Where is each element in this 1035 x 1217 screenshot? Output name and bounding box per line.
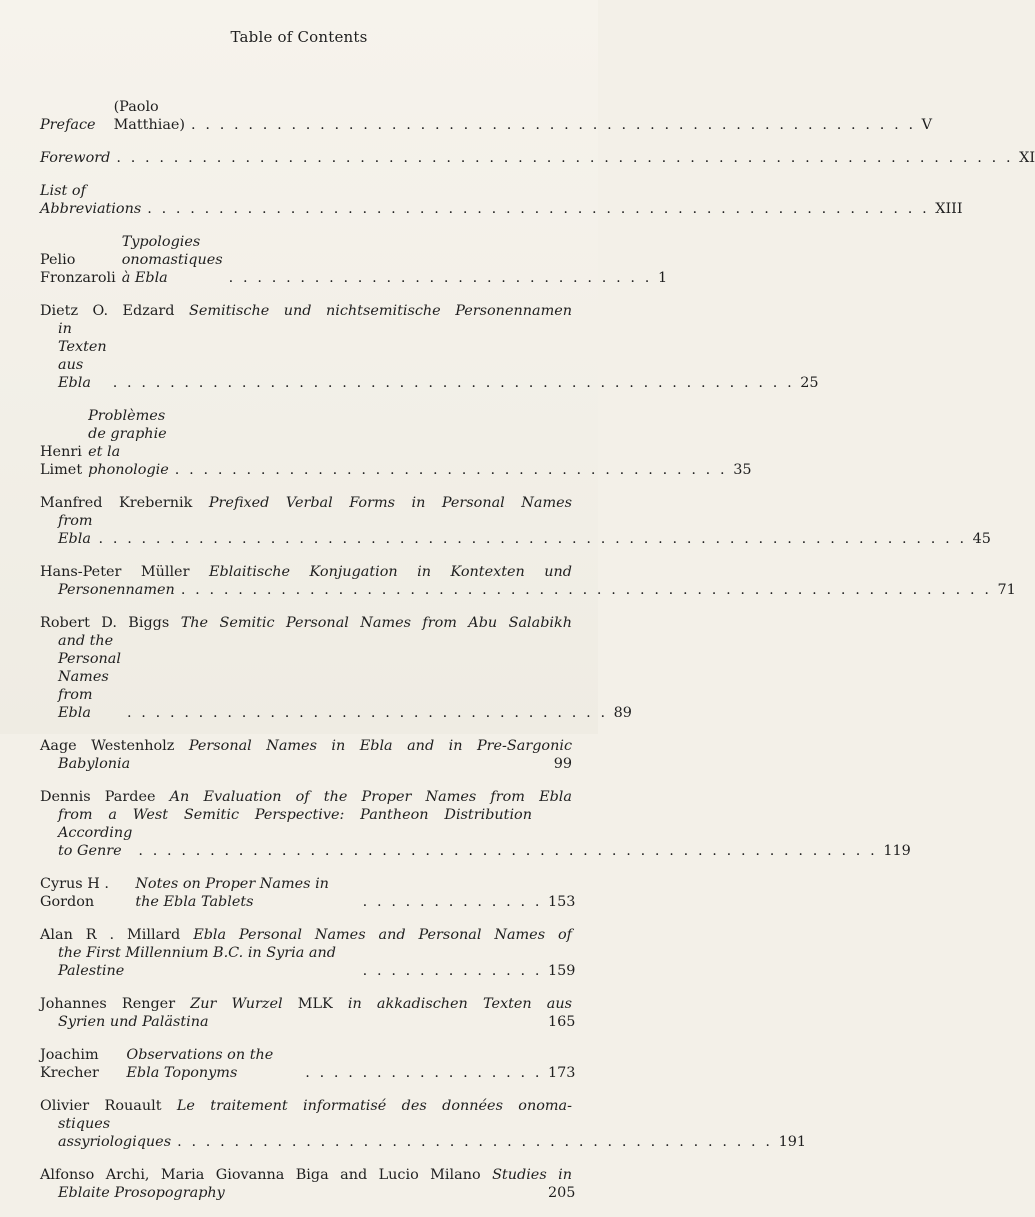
entry-title: Foreword (40, 150, 111, 166)
entry-title-line2: and the Personal Names from Ebla (58, 633, 121, 721)
table-of-contents (40, 98, 1035, 1217)
leader-dots: . . . . . . . . . . . . . . . . . . . . . . . . . . . . . . (228, 270, 652, 286)
entry-title-line2: from a West Semitic Perspective: Pantheon Distribution (58, 807, 532, 823)
page-number: 153 (548, 894, 576, 910)
toc-entry-krebernik (40, 494, 991, 548)
entry-title-line1: An Evaluation of the Proper Names from Ebla (169, 789, 572, 805)
page-number: 159 (548, 963, 576, 979)
entry-title-line1: Zur Wurzel (190, 996, 283, 1012)
page-number: 205 (548, 1185, 576, 1201)
page-number: 99 (553, 756, 572, 772)
page-number: 1 (657, 270, 668, 286)
entry-title-line2: in Texten aus Ebla (58, 321, 107, 391)
page-number: 89 (613, 705, 632, 721)
leader-dots: . . . . . . . . . . . . . . . . . . . . . . . . . . . . . . . . . . . . . . . . . . . . . . . . (112, 375, 795, 391)
toc-entry-krecher (40, 1046, 576, 1082)
leader-dots: . . . . . . . . . . . . . . . . . . . . . . . . . . . . . . . . . . . . . . . . . . . . . . . . . . . . . . . . . (180, 582, 992, 598)
page-title: Table of Contents (230, 28, 368, 46)
toc-entry-biggs (40, 614, 632, 722)
toc-entry-renger (40, 995, 576, 1031)
leader-dots: . . . . . . . . . . . . . . . . . . . . . . . . . . . . . . . . . . . . . . . . . . . . . . . . . . . . (138, 843, 878, 859)
toc-entry-gordon (40, 875, 576, 911)
entry-author: Robert D. Biggs (40, 615, 170, 631)
entry-author: Alan R . Millard (40, 927, 181, 943)
entry-title-line2: Babylonia (58, 756, 131, 772)
toc-entry-rouault (40, 1097, 807, 1151)
entry-title-line2: from Ebla (58, 513, 93, 547)
entry-title-line1: Le traitement informatisé des données onoma- (176, 1098, 572, 1114)
entry-author: Joachim Krecher (40, 1047, 99, 1081)
toc-entry-pardee (40, 788, 911, 860)
entry-author: Dennis Pardee (40, 789, 156, 805)
page-number: 119 (883, 843, 911, 859)
toc-entry-edzard (40, 302, 819, 392)
page-number: V (921, 117, 933, 133)
page-number: 191 (778, 1134, 807, 1150)
leader-dots: . . . . . . . . . . . . . . . . . . . . . . . . . . . . . . . . . . . . . . . . . . . . . . . . . . . . . . . (147, 201, 930, 217)
entry-title: Preface (40, 117, 96, 133)
leader-dots: . . . . . . . . . . . . . (362, 963, 542, 979)
entry-title-line2: the First Millennium B.C. in Syria and Palestine (58, 945, 336, 979)
entry-title: Observations on the Ebla Toponyms (126, 1047, 274, 1081)
toc-entry-westenholz (40, 737, 572, 773)
entry-author: Aage Westenholz (40, 738, 175, 754)
leader-dots: . . . . . . . . . . . . . . . . . . . . . . . . . . . . . . . . . . . . . . . (174, 462, 728, 478)
entry-title-line2: Personennamen (58, 582, 175, 598)
entry-title-line2: Syrien und Palästina (58, 1014, 209, 1030)
page-number: 35 (733, 462, 752, 478)
entry-author: Henri Limet (40, 444, 83, 478)
leader-dots: . . . . . . . . . . . . . . . . . (305, 1065, 542, 1081)
entry-author: Olivier Rouault (40, 1098, 162, 1114)
entry-author: Pelio Fronzaroli (40, 252, 116, 286)
leader-dots: . . . . . . . . . . . . . . . . . . . . . . . . . . . . . . . . . . . . . . . . . . . . . . . . . . . . . . . . . . . . . (98, 531, 967, 547)
page-number: 173 (548, 1065, 576, 1081)
page-number: 25 (800, 375, 819, 391)
page-number: XIII (935, 201, 963, 217)
entry-author: Alfonso Archi, Maria Giovanna Biga and Lucio Milano (40, 1167, 481, 1183)
leader-dots: . . . . . . . . . . . . . (362, 894, 542, 910)
toc-entry-limet (40, 407, 752, 479)
entry-author: Cyrus H . Gordon (40, 876, 109, 910)
entry-title-line1: Personal Names in Ebla and in Pre-Sargonic (188, 738, 573, 754)
page-number: 165 (548, 1014, 576, 1030)
page-number: 71 (997, 582, 1016, 598)
toc-entry-foreword (40, 149, 1035, 167)
entry-title-line1: Studies in (492, 1167, 572, 1183)
entry-title: Problèmes de graphie et la phonologie (88, 408, 169, 478)
page-number: XI (1019, 150, 1035, 166)
entry-author: Johannes Renger (40, 996, 176, 1012)
entry-title: Notes on Proper Names in the Ebla Tablets (135, 876, 329, 910)
page-number: 45 (972, 531, 991, 547)
leader-dots: . . . . . . . . . . . . . . . . . . . . . . . . . . . . . . . . . . . . . . . . . . . . . . . . . . . . . . . . . . . . . . . (116, 150, 1014, 166)
toc-entry-preface (40, 98, 933, 134)
toc-entry-archi (40, 1166, 576, 1202)
entry-editor: (Paolo Matthiae) (113, 99, 186, 133)
entry-title-line1-end: in akkadischen Texten aus (347, 996, 573, 1012)
entry-title-root: MLK (297, 996, 333, 1012)
entry-title-line1: Ebla Personal Names and Personal Names of (193, 927, 572, 943)
entry-author: Hans-Peter Müller (40, 564, 190, 580)
toc-entry-millard (40, 926, 576, 980)
entry-title: List of Abbreviations (40, 183, 142, 217)
entry-title-line1: Eblaitische Konjugation in Kontexten und (208, 564, 573, 580)
leader-dots: . . . . . . . . . . . . . . . . . . . . . . . . . . . . . . . . . . . . . . . . . . . . . . . . . . . (191, 117, 916, 133)
entry-title-line3: According to Genre (58, 825, 133, 859)
entry-title-line1: Prefixed Verbal Forms in Personal Names (208, 495, 573, 511)
entry-title-line1: The Semitic Personal Names from Abu Salabikh (180, 615, 573, 631)
entry-title-line2: Eblaite Prosopography (58, 1185, 225, 1201)
entry-title-line1: Semitische und nichtsemitische Personennamen (189, 303, 573, 319)
entry-title-line2: stiques assyriologiques (58, 1116, 172, 1150)
entry-author: Manfred Krebernik (40, 495, 193, 511)
entry-author: Dietz O. Edzard (40, 303, 175, 319)
leader-dots: . . . . . . . . . . . . . . . . . . . . . . . . . . . . . . . . . . . . . . . . . . (177, 1134, 773, 1150)
leader-dots: . . . . . . . . . . . . . . . . . . . . . . . . . . . . . . . . . . (126, 705, 608, 721)
toc-entry-fronzaroli (40, 233, 668, 287)
toc-entry-abbreviations (40, 182, 963, 218)
entry-title: Typologies onomastiques à Ebla (121, 234, 223, 286)
toc-entry-mueller (40, 563, 1016, 599)
